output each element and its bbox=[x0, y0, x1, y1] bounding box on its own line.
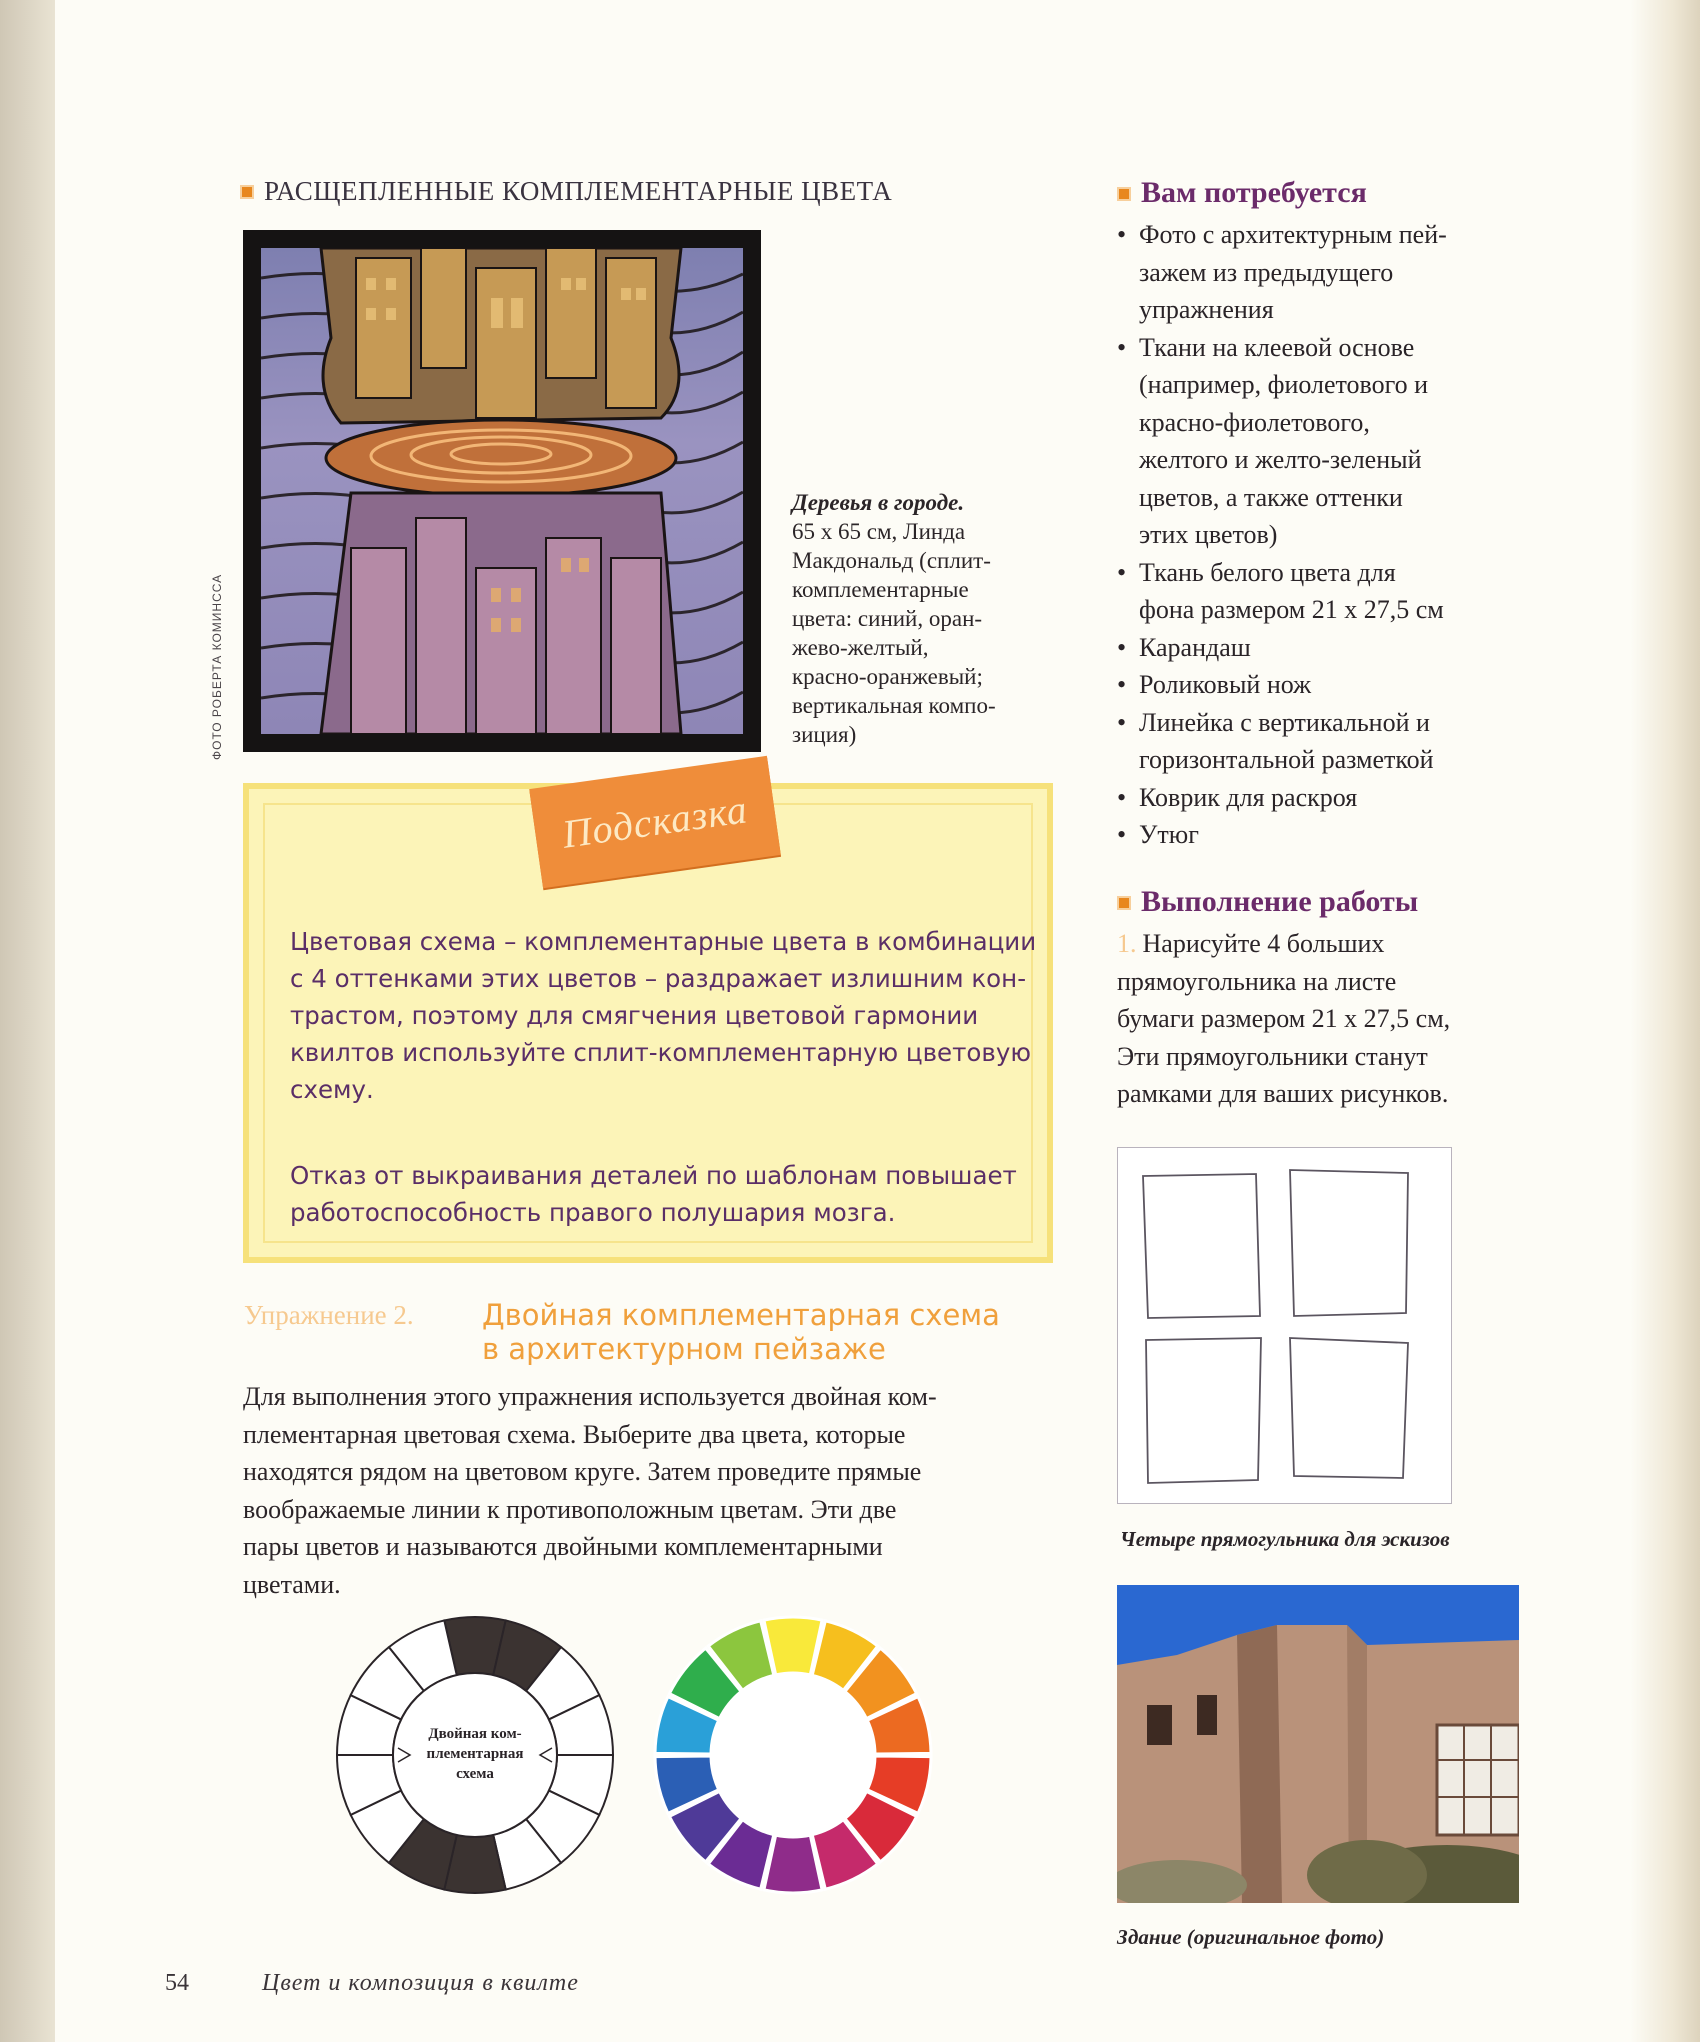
artwork-caption-title: Деревья в городе. bbox=[792, 490, 965, 515]
tip-line: трастом, поэтому для смягчения цветовой гармонии bbox=[290, 1001, 979, 1030]
work-step-line: прямоугольника на листе bbox=[1117, 966, 1397, 996]
tip-paragraph-2 bbox=[290, 1157, 1017, 1231]
artwork-caption-line: жево-желтый, bbox=[792, 635, 929, 660]
tip-line: схему. bbox=[290, 1075, 374, 1104]
supplies-heading bbox=[1117, 176, 1367, 210]
work-step-line: Нарисуйте 4 больших bbox=[1142, 929, 1385, 958]
page-right-edge bbox=[1630, 0, 1700, 2042]
exercise-title-line: в архитектурном пейзаже bbox=[482, 1332, 886, 1366]
supplies-item-line: красно-фиолетового, bbox=[1139, 407, 1370, 437]
supplies-item-line: • Коврик для раскроя bbox=[1139, 782, 1358, 812]
building-photo bbox=[1117, 1585, 1519, 1903]
supplies-item-line: • Линейка с вертикальной и bbox=[1139, 707, 1430, 737]
supplies-item-line: • Фото с архитектурным пей- bbox=[1139, 220, 1447, 249]
rectangles-caption: Четыре прямогульника для эскизов bbox=[1120, 1527, 1450, 1551]
orange-square-icon bbox=[240, 185, 254, 199]
supplies-item-line: • Карандаш bbox=[1139, 632, 1251, 662]
tip-line: Цветовая схема – комплементарные цвета в комбинации bbox=[290, 927, 1037, 956]
work-heading bbox=[1117, 885, 1418, 919]
section-title-text: РАСЩЕПЛЕННЫЕ КОМПЛЕМЕНТАРНЫЕ ЦВЕТА bbox=[264, 176, 893, 206]
wheel-left-label: плементарная bbox=[426, 1746, 524, 1762]
supplies-item-line: • Утюг bbox=[1139, 820, 1199, 849]
wheel-right-center bbox=[711, 1673, 875, 1837]
orange-square-icon bbox=[1117, 896, 1131, 910]
exercise-body bbox=[243, 1378, 1093, 1603]
orange-square-icon bbox=[1117, 187, 1131, 201]
artwork-caption-line: вертикальная компо- bbox=[792, 693, 996, 718]
tip-line: работоспособность правого полушария мозга. bbox=[290, 1198, 896, 1227]
four-rectangles-figure bbox=[1117, 1147, 1452, 1504]
section-title bbox=[240, 176, 892, 207]
quilt-artwork-image bbox=[243, 230, 761, 752]
artwork-caption-line: Макдональд (сплит- bbox=[792, 548, 991, 573]
supplies-item-line: цветов, а также оттенки bbox=[1139, 482, 1403, 512]
step-number: 1. bbox=[1117, 929, 1137, 958]
exercise-label: Упражнение 2. bbox=[244, 1300, 414, 1330]
color-wheel bbox=[648, 1610, 938, 1900]
page-number: 54 bbox=[165, 1970, 189, 1996]
four-rectangles-sketch bbox=[1118, 1148, 1451, 1503]
supplies-item bbox=[1117, 779, 1557, 817]
supplies-item-line: желтого и желто-зеленый bbox=[1139, 445, 1422, 474]
artwork-caption-line: цвета: синий, оран- bbox=[792, 606, 983, 631]
exercise-body-line: воображаемые линии к противоположным цветам. Эти две bbox=[243, 1494, 897, 1524]
exercise-body-line: цветами. bbox=[243, 1569, 341, 1599]
tip-paragraph-1 bbox=[290, 923, 1036, 1108]
artwork-caption-line: 65 x 65 см, Линда bbox=[792, 519, 966, 544]
book-title: Цвет и композиция в квилте bbox=[262, 1970, 579, 1996]
artwork-caption-line: красно-оранжевый; bbox=[792, 664, 983, 689]
work-heading-text: Выполнение работы bbox=[1141, 885, 1419, 918]
supplies-item-line: зажем из предыдущего bbox=[1139, 257, 1394, 287]
supplies-item bbox=[1117, 704, 1557, 779]
supplies-item bbox=[1117, 554, 1557, 629]
work-step-line: бумаги размером 21 x 27,5 см, bbox=[1117, 1004, 1451, 1033]
tip-line: с 4 оттенками этих цветов – раздражает излишним кон- bbox=[290, 964, 1027, 993]
supplies-item bbox=[1117, 216, 1557, 329]
tip-line: квилтов используйте сплит-комплементарную цветовую bbox=[290, 1038, 1031, 1067]
supplies-item-line: • Ткань белого цвета для bbox=[1139, 557, 1396, 587]
supplies-item-line: фона размером 21 x 27,5 см bbox=[1139, 595, 1444, 624]
wheel-left-label: Двойная ком- bbox=[428, 1726, 522, 1742]
artwork-caption-line: зиция) bbox=[792, 722, 857, 747]
artwork-caption bbox=[792, 488, 1052, 749]
supplies-item-line: этих цветов) bbox=[1139, 520, 1278, 549]
tip-tag-label: Подсказка bbox=[559, 786, 751, 857]
supplies-item-line: горизонтальной разметкой bbox=[1139, 745, 1434, 774]
supplies-item bbox=[1117, 666, 1557, 704]
photo-caption: Здание (оригинальное фото) bbox=[1117, 1925, 1385, 1949]
supplies-item bbox=[1117, 329, 1557, 554]
double-complementary-wheel bbox=[330, 1610, 620, 1900]
supplies-heading-text: Вам потребуется bbox=[1141, 176, 1367, 209]
wheel-left-label: схема bbox=[456, 1766, 494, 1782]
quilt-artwork-drawing bbox=[261, 248, 743, 734]
photo-credit: ФОТО РОБЕРТА КОМИНССА bbox=[210, 573, 224, 760]
supplies-item bbox=[1117, 629, 1557, 667]
work-step-1 bbox=[1117, 925, 1597, 1113]
artwork-caption-line: комплементарные bbox=[792, 577, 969, 602]
exercise-title-line: Двойная комплементарная схема bbox=[482, 1298, 1000, 1332]
supplies-item-line: • Ткани на клеевой основе bbox=[1139, 332, 1415, 362]
work-step-line: рамками для ваших рисунков. bbox=[1117, 1079, 1449, 1108]
exercise-body-line: Для выполнения этого упражнения используется двойная ком- bbox=[243, 1382, 937, 1411]
supplies-item-line: • Роликовый нож bbox=[1139, 670, 1312, 699]
work-step-line: Эти прямоугольники станут bbox=[1117, 1041, 1428, 1071]
exercise-body-line: плементарная цветовая схема. Выберите два цвета, которые bbox=[243, 1419, 906, 1449]
exercise-body-line: пары цветов и называются двойными комплементарными bbox=[243, 1532, 883, 1561]
supplies-list bbox=[1117, 216, 1557, 854]
supplies-item-line: упражнения bbox=[1139, 295, 1274, 324]
supplies-item-line: (например, фиолетового и bbox=[1139, 370, 1429, 399]
building-photo-drawing bbox=[1117, 1585, 1519, 1903]
supplies-item bbox=[1117, 816, 1557, 854]
exercise-body-line: находятся рядом на цветовом круге. Затем проведите прямые bbox=[243, 1457, 922, 1486]
tip-line: Отказ от выкраивания деталей по шаблонам повышает bbox=[290, 1161, 1017, 1190]
exercise-title bbox=[482, 1298, 1000, 1366]
